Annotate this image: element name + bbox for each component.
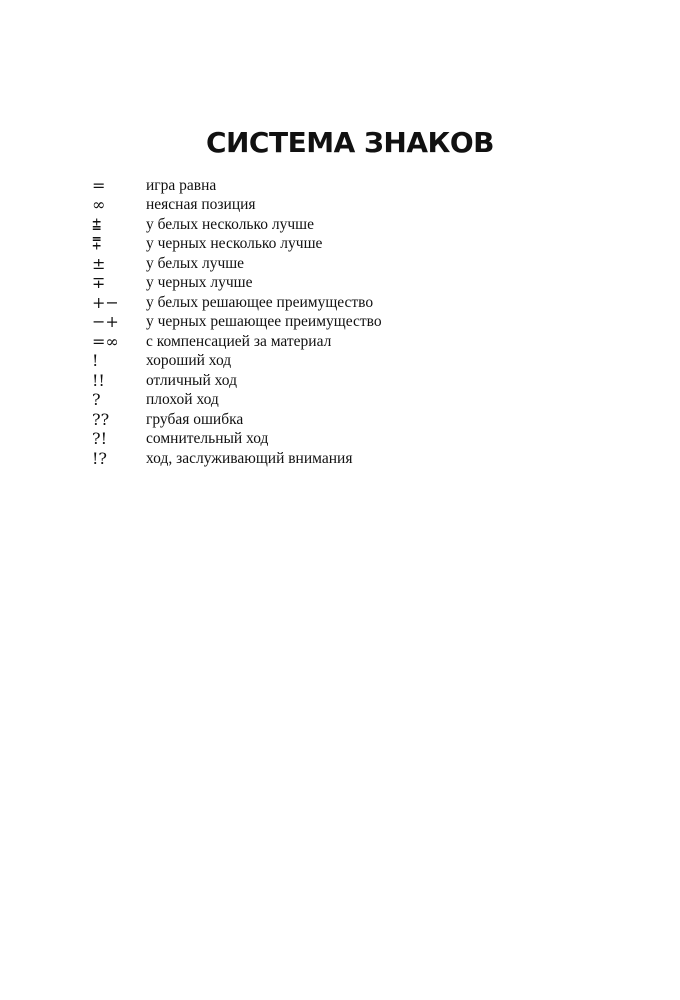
legend-row-black-better bbox=[92, 274, 382, 294]
symbol-bad-move: ? bbox=[92, 390, 101, 410]
symbol-description: у черных несколько лучше bbox=[146, 235, 323, 253]
symbol-white-decisive: +− bbox=[92, 292, 119, 312]
symbol-description: грубая ошибка bbox=[146, 410, 244, 428]
symbol-description: у белых лучше bbox=[146, 254, 245, 272]
symbol-compensation: =∞ bbox=[92, 331, 119, 351]
legend-row-equal bbox=[92, 176, 382, 196]
legend-row-blunder bbox=[92, 410, 382, 430]
symbol-black-better: ∓ bbox=[92, 273, 106, 293]
legend-row-good-move bbox=[92, 352, 382, 372]
symbol-description: у белых решающее преимущество bbox=[146, 293, 374, 311]
legend-row-black-decisive bbox=[92, 313, 382, 333]
legend-row-white-decisive bbox=[92, 293, 382, 313]
symbol-blunder: ?? bbox=[92, 409, 110, 429]
legend-row-excellent-move bbox=[92, 371, 382, 391]
page-title: СИСТЕМА ЗНАКОВ bbox=[205, 125, 495, 159]
symbol-dubious-move: ?! bbox=[92, 429, 108, 449]
symbol-description: отличный ход bbox=[146, 371, 237, 389]
symbol-good-move: ! bbox=[92, 351, 99, 371]
symbol-description: неясная позиция bbox=[146, 196, 256, 214]
symbol-description: игра равна bbox=[146, 176, 217, 194]
symbol-white-slightly-better: ⩲ bbox=[92, 214, 102, 234]
symbol-description: плохой ход bbox=[146, 391, 219, 409]
symbol-description: хороший ход bbox=[146, 352, 232, 370]
legend-row-black-slightly-better bbox=[92, 235, 382, 255]
symbol-unclear: ∞ bbox=[92, 195, 106, 215]
legend-row-white-better bbox=[92, 254, 382, 274]
legend-row-unclear bbox=[92, 196, 382, 216]
legend-row-dubious-move bbox=[92, 430, 382, 450]
legend-row-white-slightly-better bbox=[92, 215, 382, 235]
symbol-excellent-move: !! bbox=[92, 370, 105, 390]
symbol-description: ход, заслуживающий внимания bbox=[146, 449, 353, 467]
symbol-equal: = bbox=[92, 175, 106, 195]
symbol-description: у белых несколько лучше bbox=[146, 215, 314, 233]
symbol-black-decisive: −+ bbox=[92, 312, 119, 332]
symbol-description: с компенсацией за материал bbox=[146, 332, 332, 350]
symbol-description: сомнительный ход bbox=[146, 430, 269, 448]
symbol-interesting-move: !? bbox=[92, 448, 108, 468]
symbol-description: у черных решающее преимущество bbox=[146, 313, 382, 331]
symbol-black-slightly-better: ⩱ bbox=[92, 234, 102, 254]
symbol-description: у черных лучше bbox=[146, 274, 253, 292]
symbol-legend bbox=[92, 176, 382, 469]
legend-row-interesting-move bbox=[92, 449, 382, 469]
legend-row-compensation bbox=[92, 332, 382, 352]
symbol-white-better: ± bbox=[92, 253, 106, 273]
legend-row-bad-move bbox=[92, 391, 382, 411]
